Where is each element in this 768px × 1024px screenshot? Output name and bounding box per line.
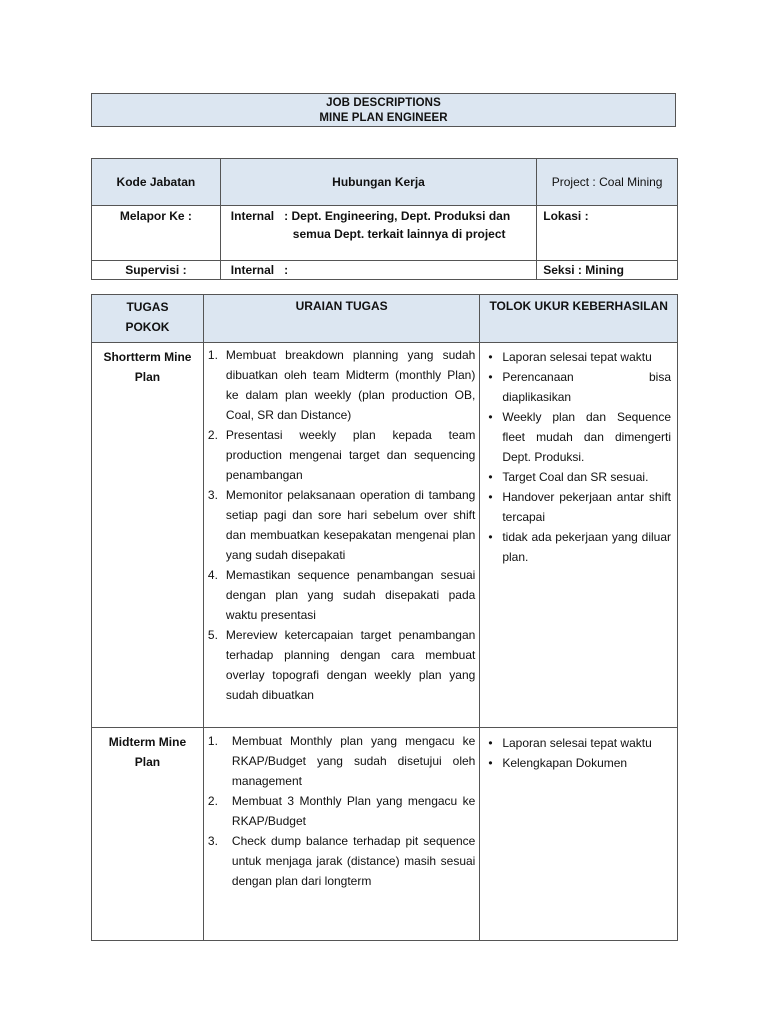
internal-label: Internal [230,209,275,223]
title-line-1: JOB DESCRIPTIONS [326,97,441,109]
uraian-cell [203,728,479,941]
melapor-internal-cell [220,206,536,261]
supervisi-internal-cell [220,261,536,280]
tolok-ukur-header: TOLOK UKUR KEBERHASILAN [480,295,678,343]
item-number: 1. [207,348,218,362]
info-table [91,158,678,280]
list-item [204,485,475,565]
pokok-midterm: Midterm Mine Plan [92,728,204,941]
list-item [204,831,475,891]
item-text: Membuat Monthly plan yang mengacu ke RKAP/Budget yang sudah disetujui oleh management [231,734,476,788]
hubungan-kerja-header: Hubungan Kerja [220,159,536,206]
item-number: 4. [207,568,218,582]
item-number: 2. [207,794,218,808]
list-item [204,731,475,791]
item-text: Mereview ketercapaian target penambangan terhadap planning dengan cara membuat overlay topografi dengan weekly plan yang sudah dibuatkan [225,628,476,702]
uraian-cell [203,343,479,728]
tolok-cell [480,343,678,728]
uraian-tugas-header: URAIAN TUGAS [203,295,479,343]
item-text: Memastikan sequence penambangan sesuai dengan plan yang sudah disepakati pada waktu presentasi [225,568,476,622]
item-number: 3. [207,488,218,502]
list-item: • Laporan selesai tepat waktu [480,347,671,367]
project-text: Project : Coal Mining [551,175,663,189]
list-item: • tidak ada pekerjaan yang diluar plan. [480,527,671,567]
list-item: • Laporan selesai tepat waktu [480,733,671,753]
item-text: Presentasi weekly plan kepada team production mengenai target dan sequencing penambangan [225,428,476,482]
melapor-ke-label: Melapor Ke : [92,206,221,261]
item-number: 2. [207,428,218,442]
seksi-text: Seksi : Mining [543,263,624,277]
table-row [92,728,678,941]
item-text: Membuat breakdown planning yang sudah dibuatkan oleh team Midterm (monthly Plan) ke dalam plan weekly (plan production OB, Coal, SR dan Distance) [225,348,476,422]
list-item [204,791,475,831]
tolok-cell [480,728,678,941]
lokasi-label: Lokasi : [537,206,678,261]
item-text: Membuat 3 Monthly Plan yang mengacu ke RKAP/Budget [231,794,476,828]
list-item: • Weekly plan dan Sequence fleet mudah dan dimengerti Dept. Produksi. [480,407,671,467]
kode-jabatan-header: Kode Jabatan [92,159,221,206]
list-item: • Handover pekerjaan antar shift tercapai [480,487,671,527]
list-item [204,565,475,625]
internal-value-2: semua Dept. terkait lainnya di project [292,227,506,241]
list-item: • Perencanaan bisa diaplikasikan [480,367,671,407]
item-text: Check dump balance terhadap pit sequence untuk menjaga jarak (distance) masih sesuai dengan plan dari longterm [231,834,476,888]
list-item [204,345,475,425]
item-text: Memonitor pelaksanaan operation di tambang setiap pagi dan sore hari sebelum over shift dan membuatkan kesepakatan mengenai plan yang sudah disepakati [225,488,476,562]
internal-value-1: : Dept. Engineering, Dept. Produksi dan [284,209,511,223]
supervisi-label: Supervisi : [92,261,221,280]
list-item: • Target Coal dan SR sesuai. [480,467,671,487]
table-row [92,343,678,728]
project-header [537,159,678,206]
document-title [91,93,676,127]
internal-label-2: Internal [230,263,275,277]
title-line-2: MINE PLAN ENGINEER [319,112,448,124]
pokok-shortterm: Shortterm Mine Plan [92,343,204,728]
list-item: • Kelengkapan Dokumen [480,753,671,773]
seksi-cell [537,261,678,280]
item-number: 3. [207,834,218,848]
item-number: 1. [207,734,218,748]
list-item [204,425,475,485]
tasks-table [91,294,678,941]
internal-colon-2: : [284,263,289,277]
tugas-pokok-header: TUGAS POKOK [92,295,204,343]
item-number: 5. [207,628,218,642]
list-item [204,625,475,705]
